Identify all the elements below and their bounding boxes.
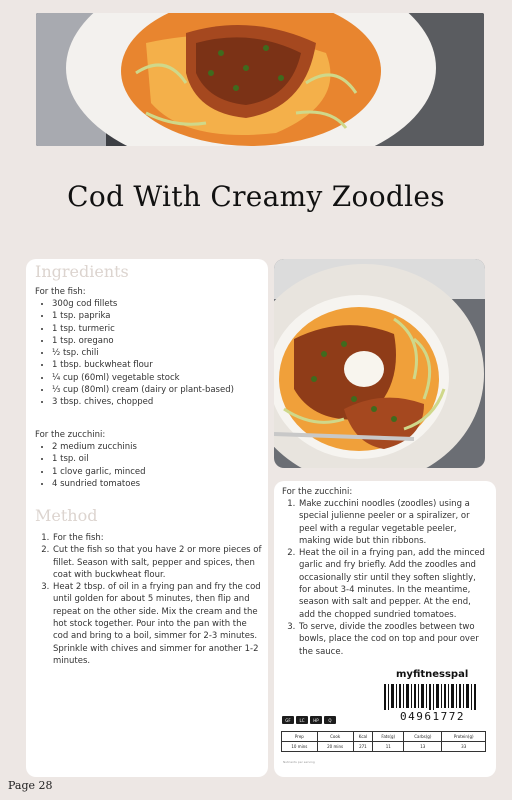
method-step: 3. Heat 2 tbsp. of oil in a frying pan and fry the cod until golden for about 5 minutes, then flip and repeat on the other side. Mix the cream and the hot stock together. Pour into the pan with the cod and bring to a boil, simmer for 2-3 minutes. Sprinkle with chives and simmer for another 1-2 minutes.	[52, 581, 264, 667]
ingredients-heading: Ingredients	[35, 262, 129, 281]
nutrition-header: Protein(g)	[442, 732, 486, 742]
recipe-title: Cod With Creamy Zoodles	[67, 180, 445, 213]
ingredient-item: • 3 tbsp. chives, chopped	[52, 396, 280, 408]
nutrition-value-row	[282, 742, 486, 752]
dish-photo	[274, 259, 485, 468]
nutrition-value: 11	[373, 742, 404, 752]
nutrition-value: 33	[442, 742, 486, 752]
diet-tags	[282, 716, 336, 724]
nutrition-header: Fats(g)	[373, 732, 404, 742]
fish-method	[36, 532, 264, 667]
ingredient-item: • 300g cod fillets	[52, 298, 280, 310]
ingredient-item: • 1 tsp. paprika	[52, 310, 280, 322]
nutrition-header: Cook	[317, 732, 353, 742]
tag-gf: GF	[282, 716, 294, 724]
nutrition-footnote: Nutrients per serving	[283, 760, 315, 764]
zucchini-ingredients-list	[36, 441, 280, 490]
ingredient-item: • 1 tsp. turmeric	[52, 323, 280, 335]
method-step: 1. For the fish:	[52, 532, 264, 544]
nutrition-value: 13	[404, 742, 442, 752]
ingredient-item: • ½ tsp. chili	[52, 347, 280, 359]
method-heading: Method	[35, 506, 98, 525]
zucchini-ingredients-label: For the zucchini:	[35, 430, 106, 440]
ingredient-item: • ⅓ cup (80ml) cream (dairy or plant-based)	[52, 384, 280, 396]
method-step: 3. To serve, divide the zoodles between two bowls, place the cod on top and pour over the sauce.	[298, 621, 488, 658]
ingredient-item: • 2 medium zucchinis	[52, 441, 280, 453]
fish-ingredients-list	[36, 298, 280, 409]
zucchini-method	[282, 498, 488, 658]
nutrition-value: 10 mins	[282, 742, 318, 752]
ingredient-item: • 4 sundried tomatoes	[52, 478, 280, 490]
barcode-icon	[384, 684, 476, 710]
nutrition-header: Prep	[282, 732, 318, 742]
tag-lc: LC	[296, 716, 308, 724]
method-step: 1. Make zucchini noodles (zoodles) using a special julienne peeler or a spiralizer, or peel with a regular vegetable peeler, making wide but thin ribbons.	[298, 498, 488, 547]
method-step: 2. Heat the oil in a frying pan, add the minced garlic and fry briefly. Add the zoodles and occasionally stir until they soften slightly, for about 3-4 minutes. In the meantime, season with salt and pepper. At the end, add the chopped sundried tomatoes.	[298, 547, 488, 621]
nutrition-value: 20 mins	[317, 742, 353, 752]
nutrition-table	[281, 731, 486, 752]
ingredient-item: • 1 tsp. oil	[52, 453, 280, 465]
ingredient-item: • 1 clove garlic, minced	[52, 466, 280, 478]
nutrition-value: 271	[353, 742, 373, 752]
zucchini-method-label: For the zucchini:	[282, 487, 353, 497]
fish-ingredients-label: For the fish:	[35, 287, 86, 297]
method-step: 2. Cut the fish so that you have 2 or more pieces of fillet. Season with salt, pepper and spices, then coat with buckwheat flour.	[52, 544, 264, 581]
page-number: Page 28	[8, 779, 53, 792]
hero-photo	[36, 13, 484, 146]
nutrition-header: Kcal	[353, 732, 373, 742]
ingredient-item: • 1 tbsp. buckwheat flour	[52, 359, 280, 371]
ingredient-item: • 1 tsp. oregano	[52, 335, 280, 347]
nutrition-header: Carbs(g)	[404, 732, 442, 742]
ingredient-item: • ¼ cup (60ml) vegetable stock	[52, 372, 280, 384]
barcode-number: 04961772	[400, 710, 465, 723]
nutrition-header-row	[282, 732, 486, 742]
tag-q: Q	[324, 716, 336, 724]
tag-hp: HP	[310, 716, 322, 724]
barcode-brand: myfitnesspal	[396, 669, 469, 680]
